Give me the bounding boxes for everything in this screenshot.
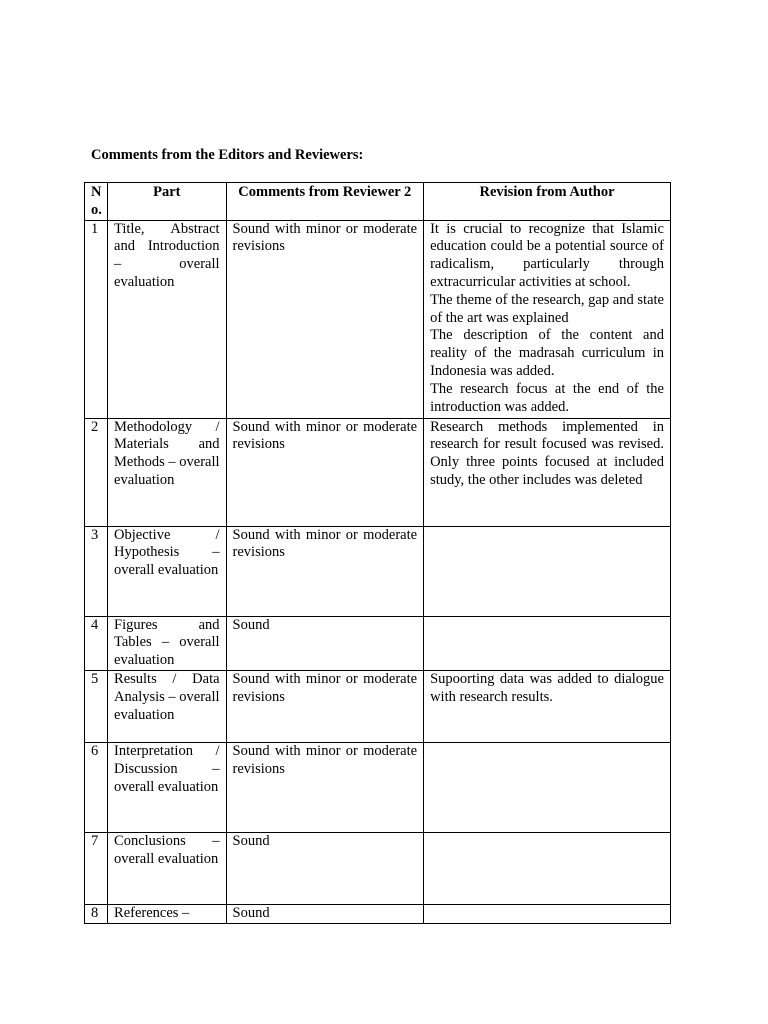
row-comment: Sound with minor or moderate revisions [226,418,424,526]
table-row [85,220,671,418]
row-number: 2 [85,418,108,526]
header-revision: Revision from Author [424,183,671,221]
row-comment: Sound with minor or moderate revisions [226,742,424,832]
revision-paragraph: Supoorting data was added to dialogue with research results. [430,670,664,705]
row-comment: Sound with minor or moderate revisions [226,670,424,742]
row-part: Objective / Hypothesis – overall evaluation [108,526,227,616]
row-part: Conclusions – overall evaluation [108,832,227,904]
table-row [85,616,671,670]
row-part: Title, Abstract and Introduction – overall evaluation [108,220,227,418]
row-number: 4 [85,616,108,670]
page-heading: Comments from the Editors and Reviewers: [91,147,364,163]
row-revision [424,832,671,904]
table-row [85,670,671,742]
row-revision [424,904,671,923]
revision-paragraph: The theme of the research, gap and state of the art was explained [430,291,664,326]
row-revision [424,616,671,670]
review-table [84,182,671,924]
row-revision [424,670,671,742]
table-row [85,742,671,832]
row-comment: Sound [226,616,424,670]
row-revision [424,526,671,616]
row-number: 8 [85,904,108,923]
revision-paragraph: Research methods implemented in research for result focused was revised. Only three points focused at included study, the other includes was deleted [430,418,664,488]
row-comment: Sound [226,904,424,923]
row-number: 3 [85,526,108,616]
row-number: 5 [85,670,108,742]
row-comment: Sound with minor or moderate revisions [226,220,424,418]
row-comment: Sound [226,832,424,904]
table-row [85,904,671,923]
row-part: Results / Data Analysis – overall evaluation [108,670,227,742]
table-body [85,220,671,923]
row-number: 1 [85,220,108,418]
table-row [85,526,671,616]
table-row [85,418,671,526]
row-part: Methodology / Materials and Methods – overall evaluation [108,418,227,526]
revision-paragraph: The description of the content and reality of the madrasah curriculum in Indonesia was added. [430,327,664,379]
row-part: Figures and Tables – overall evaluation [108,616,227,670]
row-part: References – [108,904,227,923]
row-comment: Sound with minor or moderate revisions [226,526,424,616]
header-no: No. [85,183,108,221]
table-row [85,832,671,904]
header-comments: Comments from Reviewer 2 [226,183,424,221]
row-revision [424,418,671,526]
revision-paragraph: It is crucial to recognize that Islamic education could be a potential source of radicalism, particularly through extracurricular activities at school. [430,220,664,290]
header-part: Part [108,183,227,221]
row-revision [424,220,671,418]
revision-paragraph: The research focus at the end of the introduction was added. [430,380,664,415]
row-number: 7 [85,832,108,904]
table-header-row [85,183,671,221]
row-revision [424,742,671,832]
row-part: Interpretation / Discussion – overall evaluation [108,742,227,832]
row-number: 6 [85,742,108,832]
